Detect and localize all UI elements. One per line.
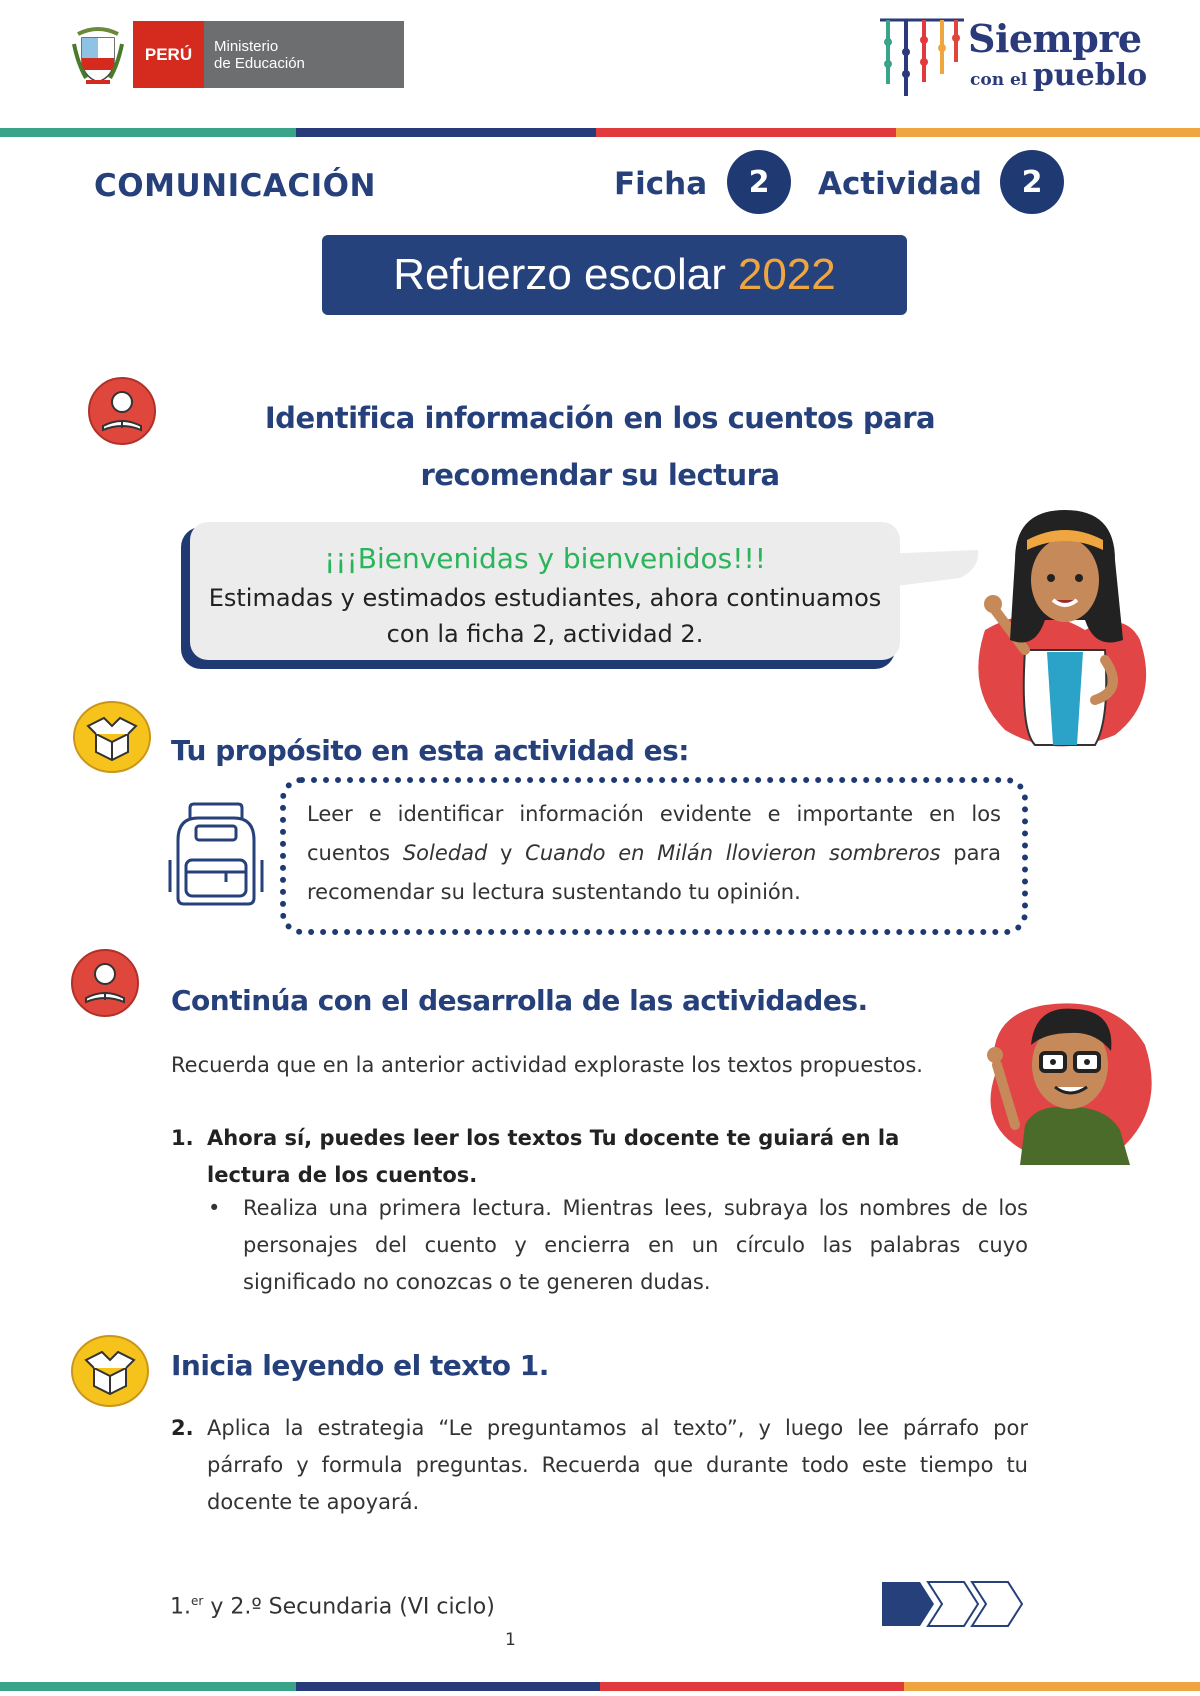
actividad-number-badge: 2 [1000, 150, 1064, 214]
ministry-line1: Ministerio [214, 37, 279, 55]
page-number: 1 [505, 1630, 516, 1650]
reading-person-icon [70, 948, 140, 1018]
item1-number: 1. [171, 1126, 194, 1150]
actividad-label: Actividad [818, 166, 982, 202]
bottom-stripe-navy [296, 1682, 600, 1691]
reading-person-icon [87, 376, 157, 446]
ficha-label: Ficha [614, 166, 708, 202]
level-sup: er [191, 1594, 204, 1608]
top-stripe-navy [296, 128, 596, 137]
next-chevrons-icon [880, 1580, 1030, 1628]
top-stripe-orange [896, 128, 1200, 137]
siempre-con-el-pueblo-logo-icon [876, 12, 968, 102]
program-banner [322, 235, 907, 315]
slogan-line2 [970, 58, 1147, 93]
purpose-text [307, 795, 1001, 912]
top-stripe-red [596, 128, 896, 137]
bullet-text: Realiza una primera lectura. Mientras lees, subraya los nombres de los personajes del cuento y encierra en un círculo las palabras cuyo significado no conozcas o te generen dudas. [243, 1196, 1028, 1294]
story-title-soledad: Soledad [402, 841, 488, 865]
bottom-stripe-red [600, 1682, 904, 1691]
continue-heading: Continúa con el desarrolla de las actividades. [171, 984, 868, 1017]
recall-text: Recuerda que en la anterior actividad exploraste los textos propuestos. [171, 1053, 923, 1077]
top-stripe-teal [0, 128, 296, 137]
student-boy-illustration [975, 995, 1155, 1170]
open-box-icon [70, 1334, 150, 1408]
level-b: y 2.º Secundaria (VI ciclo) [203, 1594, 495, 1620]
title-line2: recomendar su lectura [420, 458, 780, 492]
welcome-text: Estimadas y estimados estudiantes, ahora continuamos con la ficha 2, actividad 2. [208, 584, 882, 648]
peru-coat-of-arms-icon [72, 24, 124, 86]
purpose-text-c: para recomendar su lectura sustentando tu opinión. [307, 841, 1001, 904]
activity-title [180, 390, 1020, 504]
student-girl-illustration [965, 500, 1155, 750]
bullet-dot: • [208, 1196, 221, 1220]
bottom-stripe-orange [904, 1682, 1200, 1691]
start-heading: Inicia leyendo el texto 1. [171, 1349, 549, 1382]
story-title-milan: Cuando en Milán llovieron sombreros [525, 841, 941, 865]
bottom-stripe-teal [0, 1682, 296, 1691]
level-a: 1. [170, 1594, 191, 1620]
title-line1: Identifica información en los cuentos para [264, 401, 936, 435]
grade-level-label [170, 1594, 495, 1619]
peru-label: PERÚ [133, 21, 204, 88]
open-box-icon [72, 700, 152, 774]
slogan-big: pueblo [1032, 58, 1148, 93]
item2-number: 2. [171, 1416, 194, 1440]
welcome-heading: ¡¡¡Bienvenidas y bienvenidos!!! [324, 542, 766, 575]
purpose-text-a: Leer e identificar información evidente e importante en los cuentos [307, 802, 1001, 865]
banner-year: 2022 [737, 250, 836, 299]
item2-text: Aplica la estrategia “Le preguntamos al texto”, y luego lee párrafo por párrafo y formula preguntas. Recuerda que durante todo este tiempo tu docente te apoyará. [207, 1416, 1028, 1514]
purpose-text-b: y [487, 841, 526, 865]
ministry-label [204, 21, 404, 88]
backpack-icon [168, 800, 264, 906]
item1-text: Ahora sí, puedes leer los textos Tu docente te guiará en la lectura de los cuentos. [207, 1126, 900, 1187]
banner-text: Refuerzo escolar [393, 250, 726, 299]
slogan-small: con el [970, 70, 1028, 90]
subject-label: COMUNICACIÓN [94, 168, 376, 204]
ministry-line2: de Educación [214, 54, 305, 72]
ficha-number-badge: 2 [727, 150, 791, 214]
purpose-heading: Tu propósito en esta actividad es: [171, 734, 689, 767]
slogan-line1: Siempre [968, 16, 1142, 61]
